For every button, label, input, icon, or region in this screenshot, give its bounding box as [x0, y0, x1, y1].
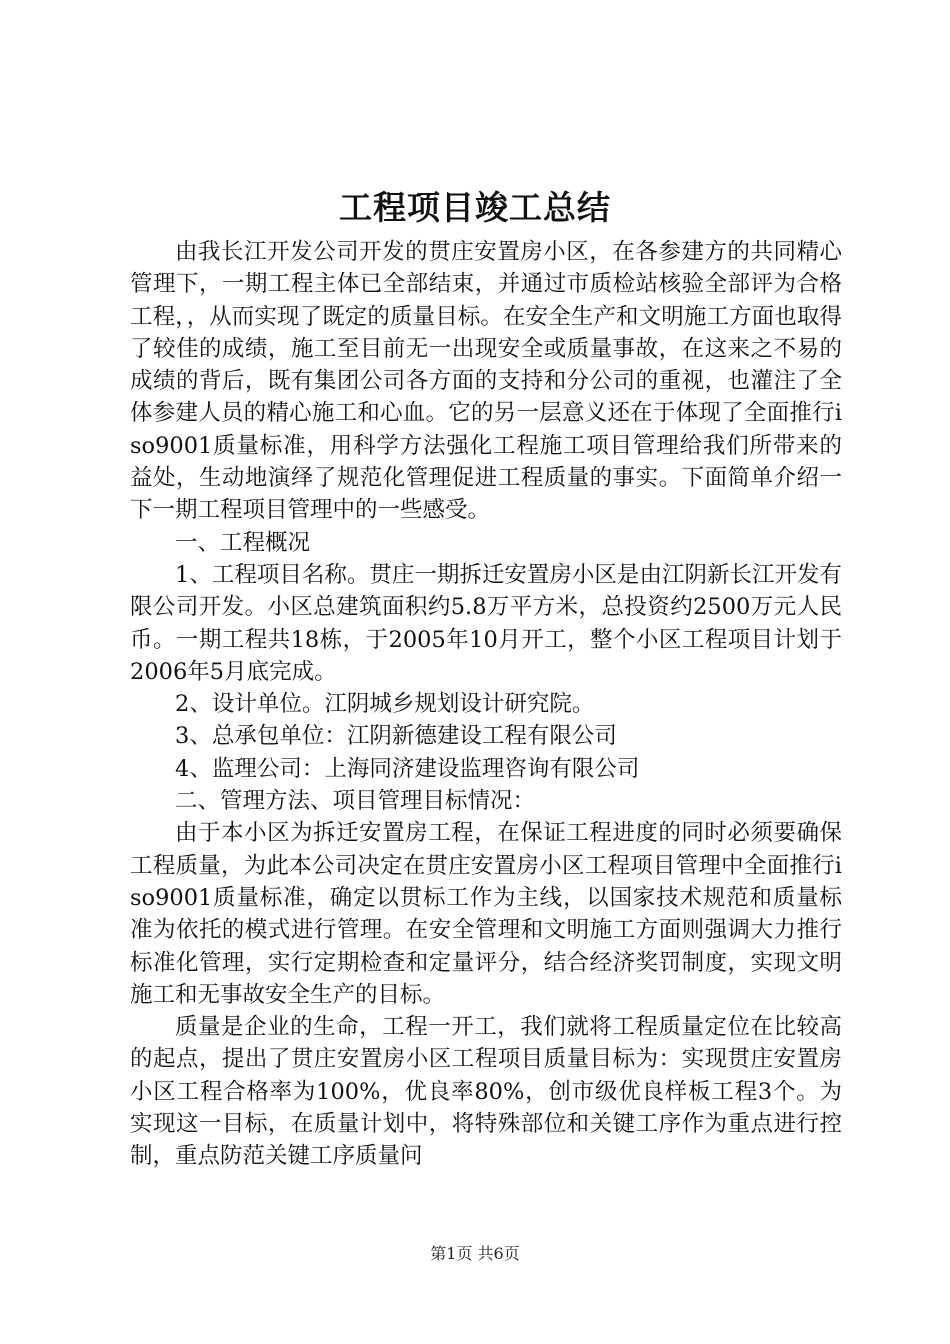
project-name-paragraph: 1、工程项目名称。贯庄一期拆迁安置房小区是由江阴新长江开发有限公司开发。小区总建筑面积约5.8万平方米，总投资约2500万元人民币。一期工程共18栋，于2005年10月开工，整个小区工程项目计划于2006年5月底完成。 [130, 561, 842, 685]
document-title: 工程项目竣工总结 [339, 188, 611, 227]
section-heading-management: 二、管理方法、项目管理目标情况： [175, 788, 536, 815]
contractor-paragraph: 3、总承包单位：江阴新德建设工程有限公司 [175, 723, 617, 750]
design-unit-paragraph: 2、设计单位。江阴城乡规划设计研究院。 [175, 691, 595, 718]
document-body [130, 236, 842, 1173]
supervisor-paragraph: 4、监理公司：上海同济建设监理咨询有限公司 [175, 755, 640, 782]
management-paragraph: 由于本小区为拆迁安置房工程，在保证工程进度的同时必须要确保工程质量，为此本公司决定在贯庄安置房小区工程项目管理中全面推行iso9001质量标准，确定以贯标工作为主线，以国家技术规范和质量标准为依托的模式进行管理。在安全管理和文明施工方面则强调大力推行标准化管理，实行定期检查和定量评分，结合经济奖罚制度，实现文明施工和无事故安全生产的目标。 [130, 820, 842, 1008]
page-footer: 第1页 共6页 [430, 1244, 520, 1263]
intro-paragraph: 由我长江开发公司开发的贯庄安置房小区，在各参建方的共同精心管理下，一期工程主体已全部结束，并通过市质检站核验全部评为合格工程，，从而实现了既定的质量目标。在安全生产和文明施工方面也取得了较佳的成绩，施工至目前无一出现安全或质量事故，在这来之不易的成绩的背后，既有集团公司各方面的支持和分公司的重视，也灌注了全体参建人员的精心施工和心血。它的另一层意义还在于体现了全面推行iso9001质量标准，用科学方法强化工程施工项目管理给我们所带来的益处，生动地演绎了规范化管理促进工程质量的事实。下面简单介绍一下一期工程项目管理中的一些感受。 [130, 239, 842, 524]
quality-paragraph: 质量是企业的生命，工程一开工，我们就将工程质量定位在比较高的起点，提出了贯庄安置房小区工程项目质量目标为：实现贯庄安置房小区工程合格率为100%，优良率80%，创市级优良样板工程3个。为实现这一目标，在质量计划中，将特殊部位和关键工序作为重点进行控制，重点防范关键工序质量问 [130, 1014, 842, 1170]
section-heading-overview: 一、工程概况 [175, 529, 311, 556]
